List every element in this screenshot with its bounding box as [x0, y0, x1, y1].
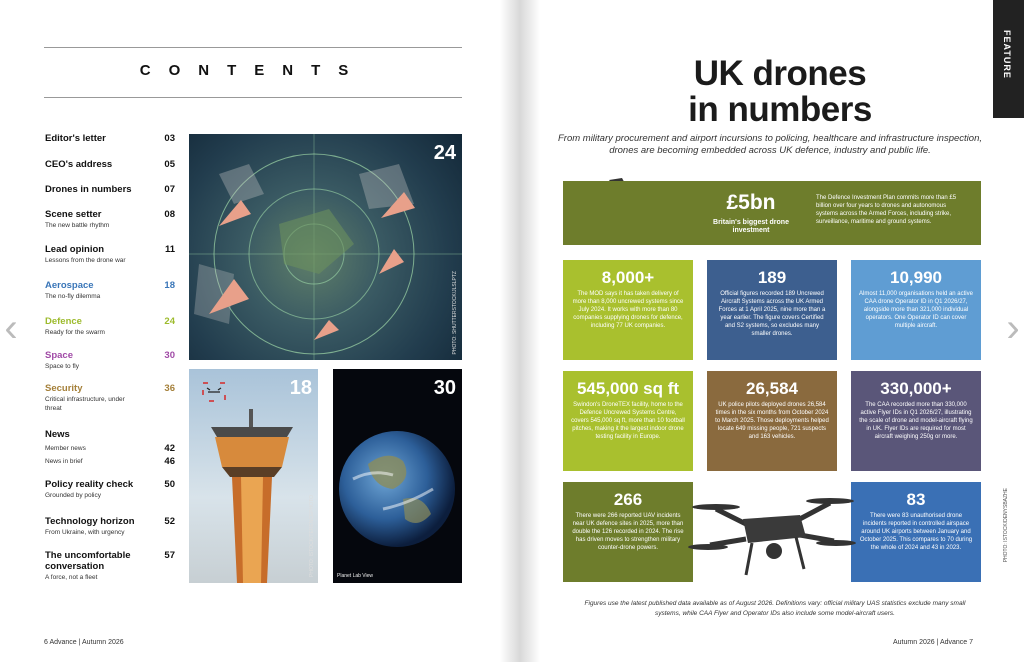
intro-text: From military procurement and airport incursions to policing, healthcare and infrastructure inspection, drones are becoming embedded across UK defence, industry and public life.: [557, 133, 982, 156]
hero-label: Britain's biggest drone investment: [713, 219, 789, 234]
toc-item[interactable]: The uncomfortable conversation A force, not a fleet 57: [45, 550, 175, 581]
image-credit: PHOTO: ISTOCK/TERENCEPHOTO: [309, 495, 315, 577]
hero-stat: [563, 181, 981, 245]
previous-page-arrow-icon[interactable]: ‹: [4, 306, 18, 350]
contents-rule: [44, 97, 462, 98]
toc-item-aerospace[interactable]: Aerospace The no-fly dilemma 18: [45, 280, 175, 300]
footer-right: Autumn 2026 | Advance 7: [893, 639, 974, 646]
top-rule: [44, 47, 462, 48]
toc-item[interactable]: CEO's address 05: [45, 159, 175, 170]
toc-item[interactable]: Technology horizon From Ukraine, with urgency 52: [45, 516, 175, 536]
page-title: UK drones in numbers: [688, 54, 872, 129]
image-page-number: 30: [433, 377, 456, 399]
tower-image[interactable]: [189, 369, 318, 583]
contents-title: CONTENTS: [139, 62, 367, 79]
toc-item-space[interactable]: Space Space to fly 30: [45, 350, 175, 370]
toc-item[interactable]: Lead opinion Lessons from the drone war 11: [45, 244, 175, 264]
image-page-number: 18: [289, 377, 312, 399]
stat-tile: 8,000+ The MOD says it has taken delivery of more than 8,000 uncrewed systems since July 2024. It works with more than 80 companies supplying drones for defence, including 77 UK companies.: [563, 260, 693, 360]
toc-item-defence[interactable]: Defence Ready for the swarm 24: [45, 316, 175, 336]
image-caption: Planet Lab View: [337, 573, 374, 579]
toc-item-news[interactable]: News Member news 42 News in brief 46: [45, 429, 175, 467]
page-gutter: [500, 0, 540, 662]
toc-item-security[interactable]: Security Critical infrastructure, under threat 36: [45, 383, 175, 412]
image-credit: PHOTO: SHUTTERSTOCK/JLSLPTZ: [452, 270, 458, 354]
earth-image[interactable]: [333, 369, 462, 583]
footer-left: 6 Advance | Autumn 2026: [44, 639, 124, 646]
toc-item[interactable]: Scene setter The new battle rhythm 08: [45, 209, 175, 229]
stat-tile: 330,000+ The CAA recorded more than 330,000 active Flyer IDs in Q1 2026/27, illustrating the scale of drone and model-aircraft flying in UK. Flyer IDs are required for most aircraft weighing 250g or more.: [851, 371, 981, 471]
stat-tile: 545,000 sq ft Swindon's DroneTEX facility, home to the Defence Uncrewed Systems Centre, covers 545,000 sq ft, more than 10 football pitches, making it the largest indoor drone testing facility in Europe.: [563, 371, 693, 471]
map-image[interactable]: [189, 134, 462, 360]
image-page-number: 24: [433, 142, 456, 164]
earth-icon: [333, 369, 462, 583]
toc-item[interactable]: Policy reality check Grounded by policy 50: [45, 479, 175, 499]
toc-item[interactable]: Editor's letter 03: [45, 133, 175, 144]
stat-tile: 266 There were 266 reported UAV incidents near UK defence sites in 2025, more than double the 126 recorded in 2024. The rise has driven moves to strengthen military counter-drone powers.: [563, 482, 693, 582]
side-credit: PHOTO: ISTOCK/DENYSBAZHE: [1003, 488, 1009, 563]
hero-body: The Defence Investment Plan commits more than £5 billion over four years to drones and autonomous systems across the Armed Forces, including strike, surveillance, maritime and ground systems.: [816, 195, 957, 225]
stat-tile: 83 There were 83 unauthorised drone incidents reported in controlled airspace around UK airports between January and October 2025. This compares to 70 during the whole of 2024 and 43 in 2023.: [851, 482, 981, 582]
stat-tile: 10,990 Almost 11,000 organisations held an active CAA drone Operator ID in Q1 2026/27, alongside more than 321,000 individual operators. One Operator ID can cover multiple aircraft.: [851, 260, 981, 360]
hero-figure: £5bn: [726, 191, 776, 214]
stat-tile: 26,584 UK police pilots deployed drones 26,584 times in the six months from October 2024 to March 2025. Those deployments helped locate 649 missing people, 721 suspects and 163 vehicles.: [707, 371, 837, 471]
footnote: Figures use the latest published data available as of August 2026. Definitions vary: official military UAS statistics exclude many small systems, while CAA Flyer and Operator IDs also include some model-aircraft users.: [584, 600, 966, 617]
control-tower-icon: [189, 369, 318, 583]
quadcopter-drone-icon: [688, 485, 858, 585]
stat-tile: 189 Official figures recorded 189 Uncrewed Aircraft Systems across the UK Armed Forces at 1 April 2025, nine more than a year earlier. The figure covers Certified and S2 systems, so excludes many smaller drones.: [707, 260, 837, 360]
radar-overlay-icon: [189, 134, 462, 360]
feature-tab: FEATURE: [993, 0, 1024, 118]
next-page-arrow-icon[interactable]: ›: [1006, 306, 1020, 350]
toc-item[interactable]: Drones in numbers 07: [45, 184, 175, 195]
